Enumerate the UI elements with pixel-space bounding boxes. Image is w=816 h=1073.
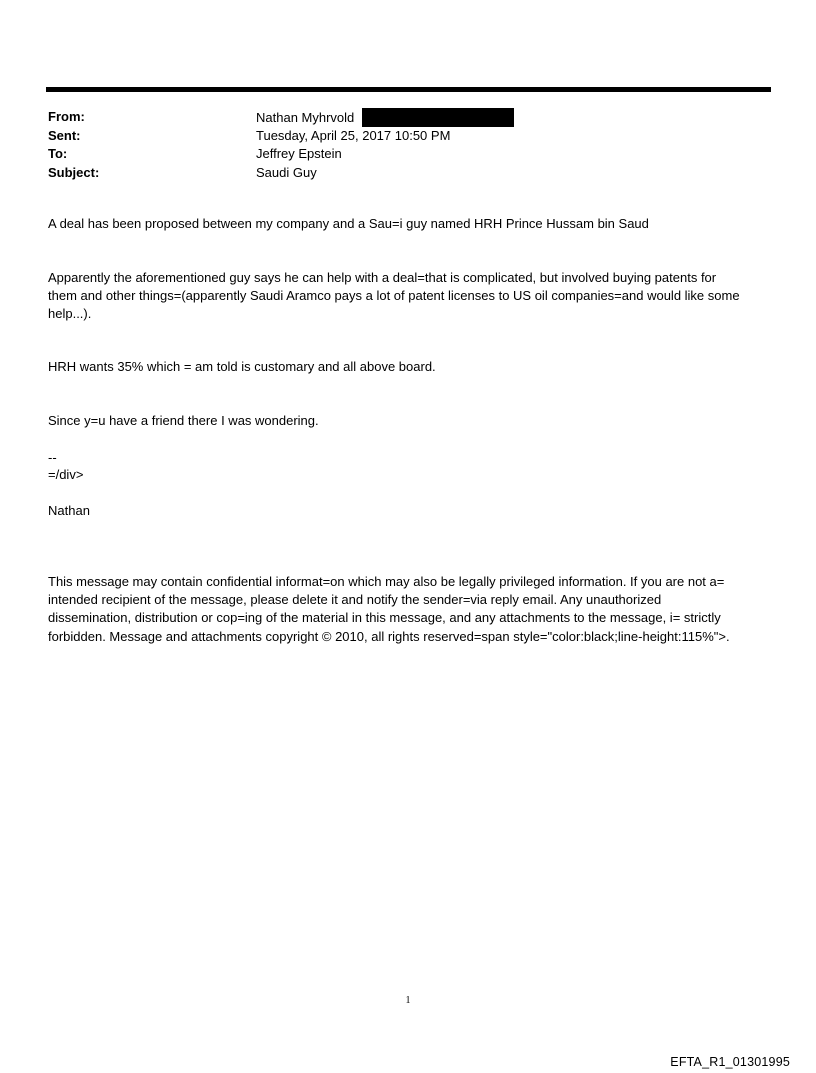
header-rule: [46, 87, 771, 92]
disclaimer-line-1: This message may contain confidential informat=on which may also be legally privileged information. If you are not a=: [48, 574, 725, 589]
disclaimer-line-4: forbidden. Message and attachments copyright © 2010, all rights reserved=span style="color:black;line-height:115%">.: [48, 628, 730, 644]
sent-value: Tuesday, April 25, 2017 10:50 PM: [256, 127, 451, 143]
subject-row: [48, 164, 768, 183]
body-paragraph-2: [48, 269, 770, 324]
disclaimer: [48, 573, 770, 646]
body-paragraph-2-line-3: help...).: [48, 306, 92, 322]
to-label: To:: [48, 146, 68, 161]
disclaimer-line-2: intended recipient of the message, please delete it and notify the sender=via reply email. Any unauthorized: [48, 592, 662, 608]
sent-label: Sent:: [48, 127, 81, 143]
subject-value: Saudi Guy: [256, 164, 317, 180]
to-row: [48, 145, 768, 164]
signature-div-fragment: =/div>: [48, 467, 84, 482]
body-paragraph-4: Since y=u have a friend there I was wondering.: [48, 413, 319, 428]
signature-dashes: --: [48, 450, 57, 465]
body-paragraph-3: HRH wants 35% which = am told is customary and all above board.: [48, 359, 436, 374]
from-value: [256, 108, 514, 128]
email-header: [48, 108, 768, 182]
redaction-box: [362, 108, 514, 127]
from-row: [48, 108, 768, 127]
body-paragraph-2-line-2: them and other things=(apparently Saudi Aramco pays a lot of patent licenses to US oil companies=and would like some: [48, 288, 740, 304]
body-paragraph-2-line-1: Apparently the aforementioned guy says he can help with a deal=that is complicated, but involved buying patents for: [48, 270, 717, 285]
page-number: 1: [405, 995, 411, 1006]
signature-name: Nathan: [48, 503, 90, 518]
sender-name: Nathan Myhrvold: [256, 110, 355, 125]
subject-label: Subject:: [48, 164, 100, 180]
disclaimer-line-3: dissemination, distribution or cop=ing of the material in this message, and any attachments to the message, i= strictly: [48, 610, 721, 626]
to-value: Jeffrey Epstein: [256, 146, 342, 161]
bates-number: EFTA_R1_01301995: [670, 1055, 790, 1069]
from-label: From:: [48, 109, 85, 124]
sent-row: [48, 127, 768, 146]
body-paragraph-1: A deal has been proposed between my company and a Sau=i guy named HRH Prince Hussam bin Saud: [48, 216, 649, 231]
